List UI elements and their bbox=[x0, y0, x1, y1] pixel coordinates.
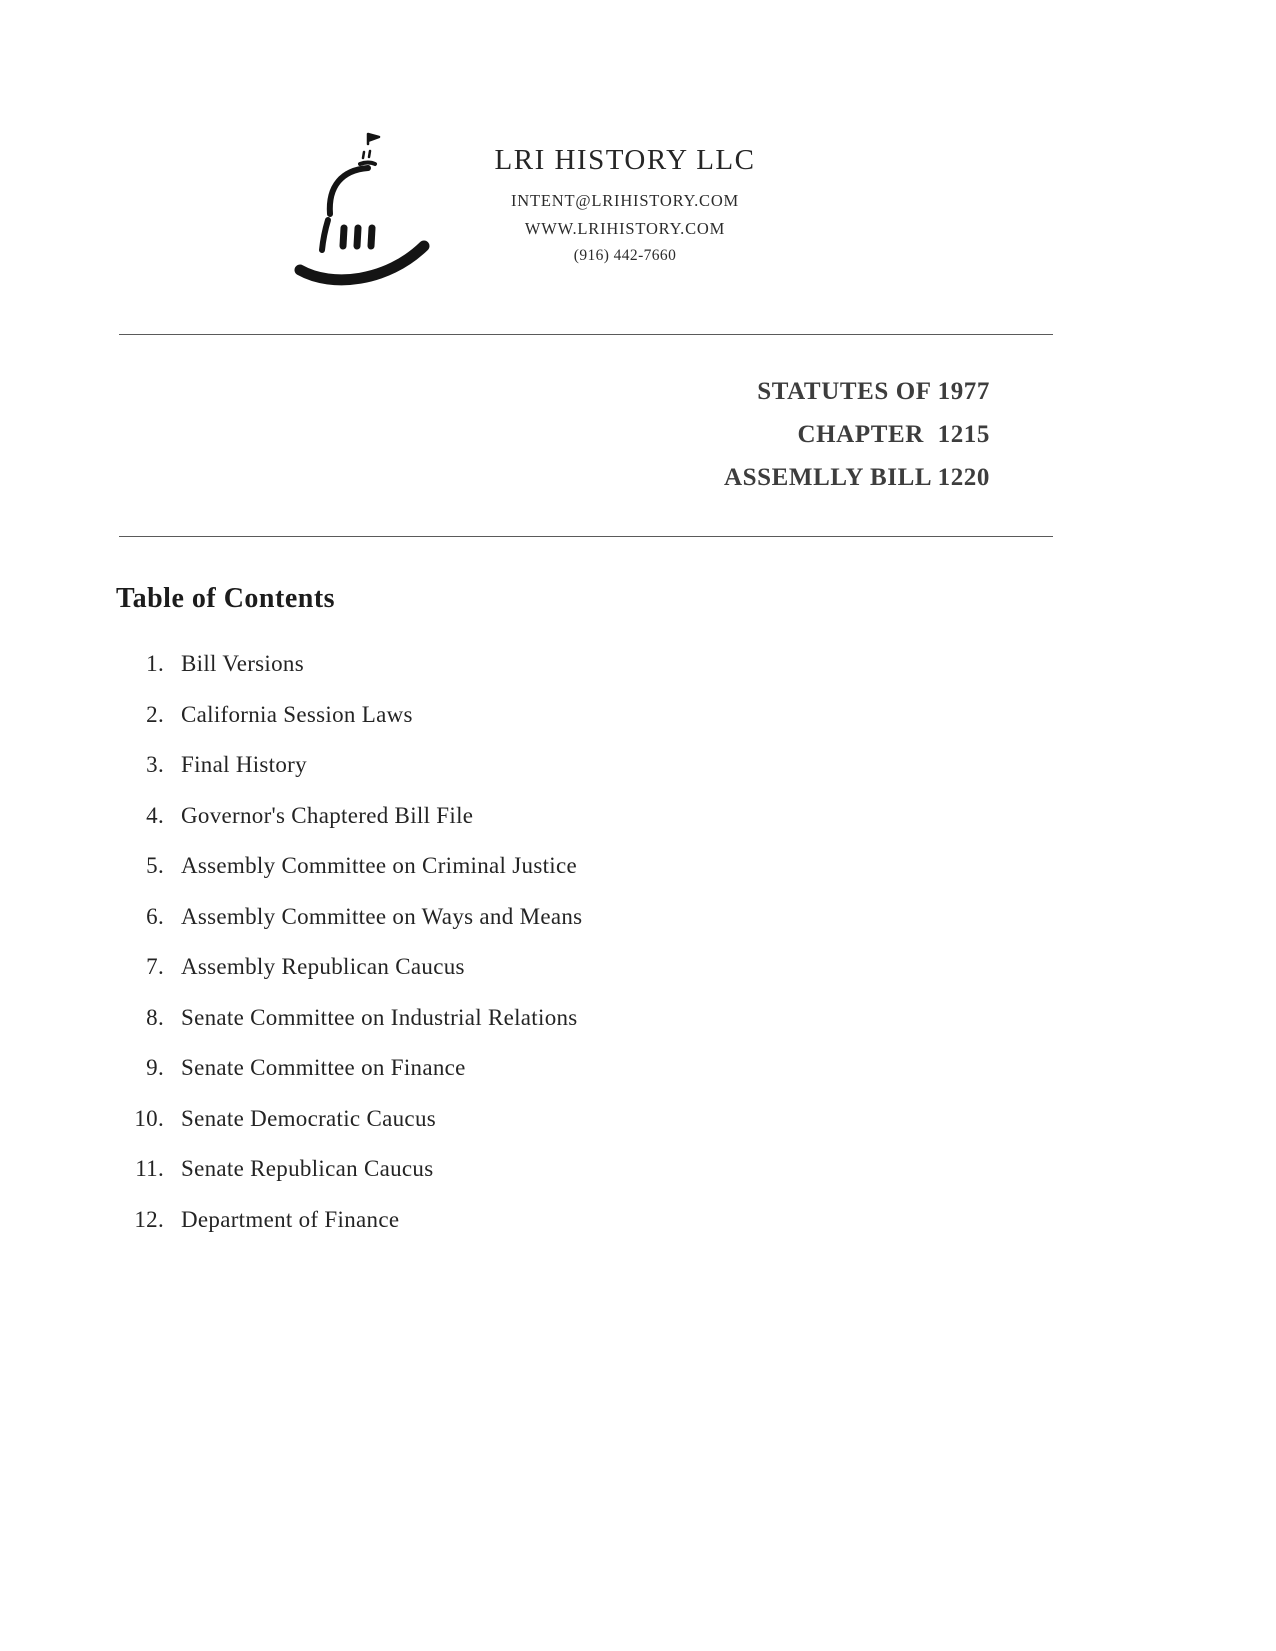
toc-item-label: Governor's Chaptered Bill File bbox=[181, 802, 474, 828]
toc-item bbox=[116, 853, 1276, 879]
toc-item bbox=[116, 1055, 1276, 1081]
toc-item-number: 10. bbox=[134, 1105, 164, 1131]
toc-item-number: 7. bbox=[146, 954, 164, 979]
company-name: LRI HISTORY LLC bbox=[494, 144, 756, 176]
toc-item-number: 11. bbox=[135, 1156, 164, 1181]
toc-item-number: 4. bbox=[146, 802, 164, 828]
toc-item-label: Final History bbox=[181, 752, 307, 777]
toc-item-number: 6. bbox=[146, 903, 164, 929]
toc-item-number: 5. bbox=[146, 853, 164, 878]
toc-item-label: California Session Laws bbox=[181, 701, 413, 727]
company-website: WWW.LRIHISTORY.COM bbox=[524, 219, 726, 238]
toc-item-number: 12. bbox=[134, 1206, 164, 1232]
toc-item bbox=[116, 1005, 1276, 1031]
capitol-dome-logo-icon bbox=[292, 130, 437, 290]
toc-item bbox=[116, 1106, 1276, 1132]
toc-item-number: 9. bbox=[146, 1055, 164, 1080]
company-phone: (916) 442-7660 bbox=[573, 247, 677, 264]
toc-item-number: 8. bbox=[146, 1004, 164, 1030]
letterhead bbox=[0, 0, 1276, 290]
letterhead-text bbox=[475, 144, 775, 265]
toc-title: Table of Contents bbox=[116, 583, 336, 614]
toc-item-number: 1. bbox=[146, 651, 164, 676]
toc-item-number: 2. bbox=[146, 701, 164, 727]
statute-year: STATUTES OF 1977 bbox=[757, 378, 990, 405]
toc-item-number: 3. bbox=[146, 752, 164, 777]
toc-item-label: Assembly Committee on Ways and Means bbox=[181, 903, 583, 929]
toc-list bbox=[116, 651, 1276, 1233]
company-email: INTENT@LRIHISTORY.COM bbox=[510, 191, 740, 210]
toc-item bbox=[116, 1156, 1276, 1182]
bottom-divider bbox=[119, 536, 1053, 537]
toc-item bbox=[116, 651, 1276, 677]
toc-item-label: Assembly Committee on Criminal Justice bbox=[181, 853, 577, 878]
statute-bill: ASSEMLLY BILL 1220 bbox=[724, 464, 990, 491]
toc-item bbox=[116, 803, 1276, 829]
toc-item bbox=[116, 904, 1276, 930]
toc-item-label: Senate Republican Caucus bbox=[181, 1156, 434, 1181]
toc-item-label: Bill Versions bbox=[181, 651, 304, 676]
top-divider bbox=[119, 334, 1053, 335]
toc-item-label: Senate Democratic Caucus bbox=[181, 1105, 436, 1131]
toc-item bbox=[116, 702, 1276, 728]
statute-block bbox=[0, 379, 1276, 490]
statute-chapter: CHAPTER 1215 bbox=[797, 421, 990, 448]
toc-item-label: Assembly Republican Caucus bbox=[181, 954, 465, 979]
toc-item bbox=[116, 1207, 1276, 1233]
toc-item-label: Senate Committee on Industrial Relations bbox=[181, 1004, 578, 1030]
toc-item bbox=[116, 954, 1276, 980]
toc-item-label: Senate Committee on Finance bbox=[181, 1055, 466, 1080]
toc-item-label: Department of Finance bbox=[181, 1206, 400, 1232]
toc-item bbox=[116, 752, 1276, 778]
